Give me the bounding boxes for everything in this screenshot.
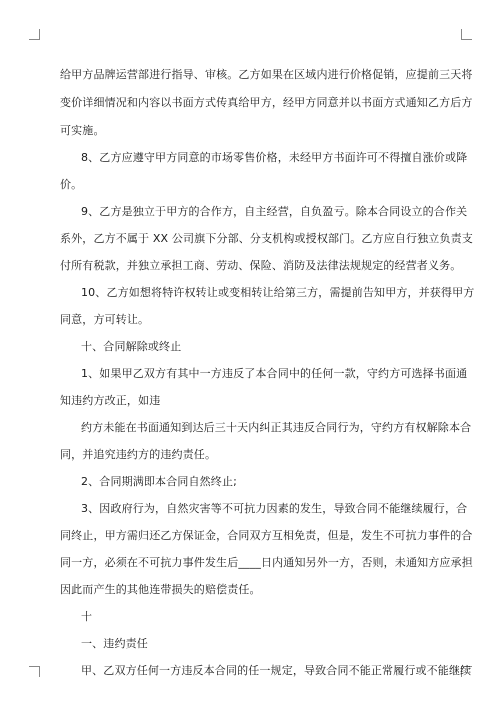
text-line: 付所有税款，并独立承担工商、劳动、保险、消防及法律法规规定的经营者义务。 xyxy=(60,259,462,272)
crop-mark-top-right xyxy=(461,29,472,40)
text-line: 同终止，甲方需归还乙方保证金，合同双方互相免责，但是，发生不可抗力事件的合 xyxy=(60,529,473,542)
text-line: 同意，方可转让。 xyxy=(60,313,150,326)
crop-mark-bottom-left xyxy=(29,666,40,677)
text-line: 变价详细情况和内容以书面方式传真给甲方，经甲方同意并以书面方式通知乙方后方 xyxy=(60,96,473,109)
text-line: 3、因政府行为，自然灾害等不可抗力因素的发生，导致合同不能继续履行，合 xyxy=(81,502,468,515)
text-line: 甲、乙双方任何一方违反本合同的任一规定，导致合同不能正常履行或不能继续 xyxy=(81,664,472,677)
section-heading: 一、违约责任 xyxy=(81,637,148,650)
text-line: 10、乙方如想将特许权转让或变相转让给第三方，需提前告知甲方，并获得甲方 xyxy=(81,286,475,299)
text-line: 1、如果甲乙双方有其中一方违反了本合同中的任何一款，守约方可选择书面通 xyxy=(81,367,468,380)
text-line: 知违约方改正，如违 xyxy=(60,394,161,407)
text-line: 9、乙方是独立于甲方的合作方，自主经营，自负盈亏。除本合同设立的合作关 xyxy=(81,205,468,218)
text-line: 系外，乙方不属于 XX 公司旗下分部、分支机构或授权部门。乙方应自行独立负责支 xyxy=(60,232,473,245)
text-line: 给甲方品牌运营部进行指导、审核。乙方如果在区域内进行价格促销，应提前三天将 xyxy=(60,68,473,81)
text-line: 同，并追究违约方的违约责任。 xyxy=(60,448,217,461)
text-line: 约方未能在书面通知到达后三十天内纠正其违反合同行为，守约方有权解除本合 xyxy=(81,421,472,434)
text-line: 因此而产生的其他连带损失的赔偿责任。 xyxy=(60,583,261,596)
text-line: 可实施。 xyxy=(60,124,105,137)
text-line: 8、乙方应遵守甲方同意的市场零售价格，未经甲方书面许可不得擅自涨价或降 xyxy=(81,151,468,164)
text-line: 价。 xyxy=(60,178,83,191)
section-heading: 十、合同解除或终止 xyxy=(81,340,182,353)
section-heading: 十 xyxy=(81,610,93,623)
text-line: 2、合同期满即本合同自然终止; xyxy=(81,475,237,488)
crop-mark-top-left xyxy=(29,29,40,40)
text-line: 同一方，必须在不可抗力事件发生后____日内通知另外一方，否则，未通知方应承担 xyxy=(60,556,473,569)
